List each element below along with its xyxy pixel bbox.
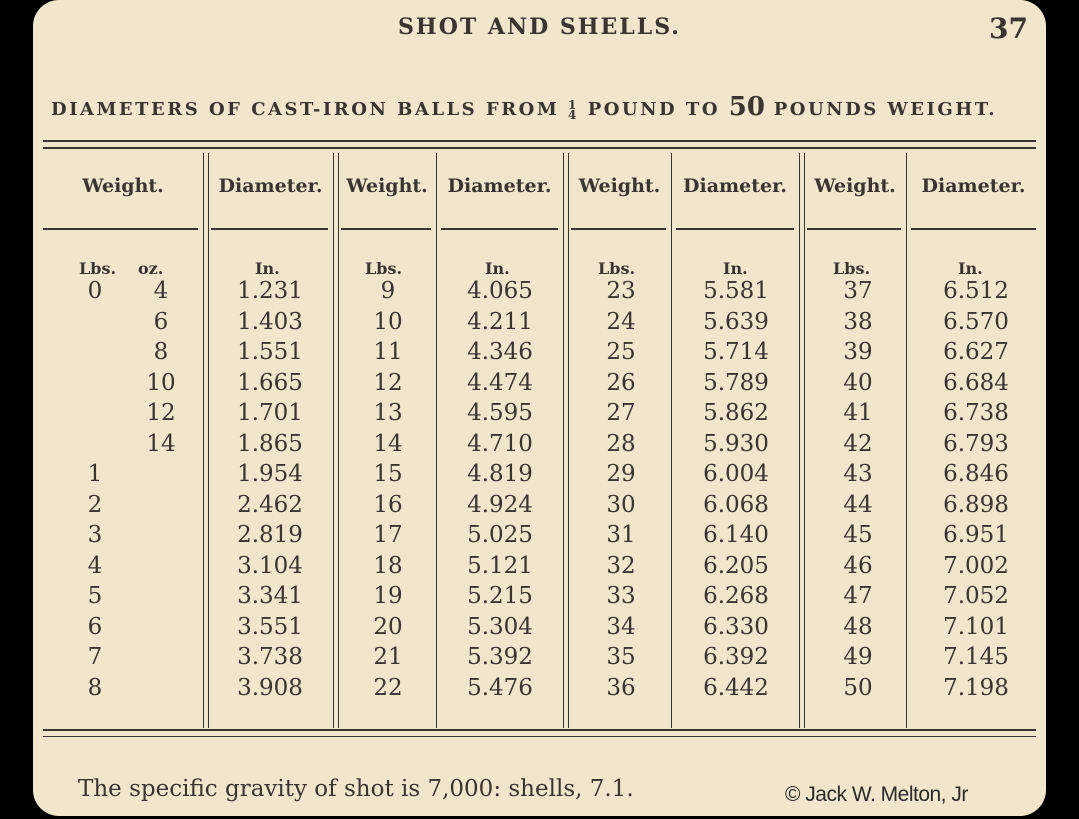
diameter-cell: 3.104: [237, 552, 303, 579]
diameter-cell: 6.684: [943, 369, 1009, 396]
weight-lbs-cell: 24: [606, 308, 636, 335]
diameter-cell: 6.951: [943, 522, 1009, 548]
weight-lbs-cell: 37: [843, 278, 873, 304]
diameter-cell: 6.512: [943, 278, 1009, 304]
header-underline: [911, 228, 1036, 230]
column-header-diameter: Diameter.: [683, 175, 787, 197]
footer-note: The specific gravity of shot is 7,000: shells, 7.1.: [78, 776, 634, 802]
diameter-cell: 6.268: [703, 583, 769, 609]
header-underline: [571, 228, 666, 230]
weight-lbs-cell: 20: [373, 613, 403, 640]
diameter-cell: 1.665: [237, 369, 303, 396]
column-divider: [804, 153, 805, 728]
weight-lbs-cell: 38: [843, 308, 873, 335]
weight-lbs-cell: 47: [843, 583, 873, 609]
diameter-cell: 7.198: [943, 674, 1009, 701]
caption-suffix: POUNDS WEIGHT.: [773, 99, 998, 120]
diameter-cell: 4.065: [467, 278, 533, 304]
diameter-cell: 7.101: [943, 613, 1009, 640]
weight-lbs-cell: 36: [606, 674, 636, 701]
column-header-diameter: Diameter.: [447, 175, 552, 197]
column-header-diameter: Diameter.: [218, 175, 323, 197]
weight-lbs-cell: 13: [373, 400, 403, 426]
caption-prefix: DIAMETERS OF CAST-IRON BALLS FROM: [51, 99, 560, 120]
copyright-credit: © Jack W. Melton, Jr: [785, 783, 968, 806]
diameter-cell: 5.581: [703, 278, 769, 304]
caption-middle: POUND TO: [587, 99, 721, 120]
diameter-cell: 5.862: [703, 400, 769, 426]
weight-lbs-cell: 7: [87, 644, 103, 670]
unit-in: In.: [255, 259, 280, 278]
weight-lbs-cell: 42: [843, 430, 873, 457]
weight-lbs-cell: 49: [843, 644, 873, 670]
weight-lbs-cell: 25: [606, 339, 636, 365]
diameter-cell: 7.145: [943, 644, 1009, 670]
weight-lbs-cell: 27: [606, 400, 636, 426]
unit-lbs: Lbs.: [833, 259, 871, 278]
header-underline: [441, 228, 558, 230]
diameter-cell: 3.908: [237, 674, 303, 701]
diameter-cell: 5.215: [467, 583, 533, 609]
weight-lbs-cell: 32: [606, 552, 636, 579]
header-underline: [807, 228, 901, 230]
diameter-cell: 1.551: [237, 339, 303, 365]
diameter-cell: 5.930: [703, 430, 769, 457]
weight-lbs-cell: 6: [87, 613, 103, 640]
diameter-cell: 6.004: [703, 461, 769, 487]
weight-lbs-cell: 0: [87, 278, 103, 304]
weight-lbs-cell: 17: [373, 522, 403, 548]
unit-lbs: Lbs.: [79, 259, 117, 278]
column-header-weight: Weight.: [346, 175, 428, 197]
weight-lbs-cell: 1: [87, 461, 103, 487]
diameter-cell: 4.474: [467, 369, 533, 396]
weight-lbs-cell: 23: [606, 278, 636, 304]
weight-lbs-cell: 43: [843, 461, 873, 487]
column-header-weight: Weight.: [578, 175, 661, 197]
diameter-cell: 5.714: [703, 339, 769, 365]
weight-lbs-cell: 3: [87, 522, 103, 548]
diameter-cell: 5.639: [703, 308, 769, 335]
diameter-cell: 6.846: [943, 461, 1009, 487]
caption-weight: 50: [728, 92, 765, 122]
diameter-cell: 6.898: [943, 491, 1009, 518]
column-header-weight: Weight.: [814, 175, 896, 197]
weight-lbs-cell: 15: [373, 461, 403, 487]
diameter-cell: 6.627: [943, 339, 1009, 365]
diameter-cell: 2.462: [237, 491, 303, 518]
unit-in: In.: [958, 259, 983, 278]
diameter-cell: 3.551: [237, 613, 303, 640]
fraction-denominator: 4: [568, 108, 579, 122]
diameter-cell: 3.341: [237, 583, 303, 609]
weight-lbs-cell: 50: [843, 674, 873, 701]
column-divider: [563, 153, 564, 728]
weight-lbs-cell: 22: [373, 674, 403, 701]
diameter-cell: 6.068: [703, 491, 769, 518]
weight-lbs-cell: 40: [843, 369, 873, 396]
unit-oz: oz.: [138, 259, 164, 278]
column-divider: [208, 153, 209, 728]
weight-lbs-cell: 39: [843, 339, 873, 365]
column-divider: [436, 153, 437, 728]
header-underline: [211, 228, 328, 230]
weight-lbs-cell: 11: [373, 339, 403, 365]
column-header-diameter: Diameter.: [921, 175, 1026, 197]
diameter-cell: 5.476: [467, 674, 533, 701]
diameter-cell: 4.710: [467, 430, 533, 457]
diameter-cell: 6.442: [703, 674, 769, 701]
diameter-cell: 4.346: [467, 339, 533, 365]
weight-lbs-cell: 19: [373, 583, 403, 609]
column-divider: [568, 153, 569, 728]
weight-lbs-cell: 33: [606, 583, 636, 609]
bottom-double-rule-2: [43, 736, 1036, 737]
weight-lbs-cell: 35: [606, 644, 636, 670]
weight-oz-cell: 4: [153, 278, 169, 304]
weight-lbs-cell: 45: [843, 522, 873, 548]
diameter-cell: 6.793: [943, 430, 1009, 457]
diameter-cell: 1.403: [237, 308, 303, 335]
weight-oz-cell: 12: [146, 400, 176, 426]
top-double-rule-1: [43, 140, 1036, 142]
column-divider: [906, 153, 907, 728]
weight-lbs-cell: 30: [606, 491, 636, 518]
column-divider: [203, 153, 204, 728]
caption-fraction: [568, 100, 579, 120]
page-number: 37: [989, 12, 1028, 45]
weight-lbs-cell: 29: [606, 461, 636, 487]
book-page: [33, 0, 1046, 816]
weight-lbs-cell: 14: [373, 430, 403, 457]
weight-lbs-cell: 28: [606, 430, 636, 457]
column-divider: [799, 153, 800, 728]
diameter-cell: 4.211: [467, 308, 533, 335]
weight-lbs-cell: 4: [87, 552, 103, 579]
diameter-cell: 7.052: [943, 583, 1009, 609]
diameter-cell: 5.025: [467, 522, 533, 548]
unit-lbs: Lbs.: [598, 259, 636, 278]
unit-lbs: Lbs.: [365, 259, 403, 278]
weight-lbs-cell: 8: [87, 674, 103, 701]
top-double-rule-2: [43, 147, 1036, 149]
diameter-cell: 3.738: [237, 644, 303, 670]
weight-lbs-cell: 31: [606, 522, 636, 548]
column-divider: [333, 153, 334, 728]
weight-lbs-cell: 5: [87, 583, 103, 609]
weight-lbs-cell: 41: [843, 400, 873, 426]
weight-lbs-cell: 44: [843, 491, 873, 518]
diameter-cell: 1.865: [237, 430, 303, 457]
diameter-cell: 6.738: [943, 400, 1009, 426]
weight-oz-cell: 8: [153, 339, 169, 365]
diameter-cell: 5.304: [467, 613, 533, 640]
column-header-weight: Weight.: [82, 175, 164, 197]
unit-in: In.: [723, 259, 748, 278]
fraction-numerator: 1: [568, 98, 579, 112]
unit-in: In.: [485, 259, 510, 278]
weight-oz-cell: 6: [153, 308, 169, 335]
diameter-cell: 5.789: [703, 369, 769, 396]
diameter-cell: 1.231: [237, 278, 303, 304]
header-underline: [43, 228, 198, 230]
bottom-double-rule-1: [43, 729, 1036, 731]
diameter-cell: 1.954: [237, 461, 303, 487]
diameter-cell: 6.392: [703, 644, 769, 670]
column-divider: [338, 153, 339, 728]
weight-lbs-cell: 34: [606, 613, 636, 640]
diameter-cell: 5.121: [467, 552, 533, 579]
weight-lbs-cell: 46: [843, 552, 873, 579]
diameter-cell: 4.819: [467, 461, 533, 487]
diameter-cell: 7.002: [943, 552, 1009, 579]
table-caption: [51, 92, 997, 122]
weight-lbs-cell: 12: [373, 369, 403, 396]
weight-lbs-cell: 18: [373, 552, 403, 579]
weight-lbs-cell: 48: [843, 613, 873, 640]
weight-lbs-cell: 21: [373, 644, 403, 670]
diameter-cell: 4.924: [467, 491, 533, 518]
diameter-cell: 4.595: [467, 400, 533, 426]
diameter-cell: 2.819: [237, 522, 303, 548]
weight-lbs-cell: 2: [87, 491, 103, 518]
diameter-cell: 6.205: [703, 552, 769, 579]
diameter-cell: 6.330: [703, 613, 769, 640]
weight-lbs-cell: 10: [373, 308, 403, 335]
diameter-cell: 6.570: [943, 308, 1009, 335]
weight-lbs-cell: 9: [380, 278, 396, 304]
diameter-cell: 1.701: [237, 400, 303, 426]
column-divider: [671, 153, 672, 728]
header-underline: [341, 228, 431, 230]
diameter-cell: 6.140: [703, 522, 769, 548]
weight-lbs-cell: 16: [373, 491, 403, 518]
weight-oz-cell: 10: [146, 369, 176, 396]
header-underline: [676, 228, 794, 230]
diameter-cell: 5.392: [467, 644, 533, 670]
page-header: [33, 12, 1046, 48]
running-title: SHOT AND SHELLS.: [398, 14, 681, 40]
weight-lbs-cell: 26: [606, 369, 636, 396]
weight-oz-cell: 14: [146, 430, 176, 457]
